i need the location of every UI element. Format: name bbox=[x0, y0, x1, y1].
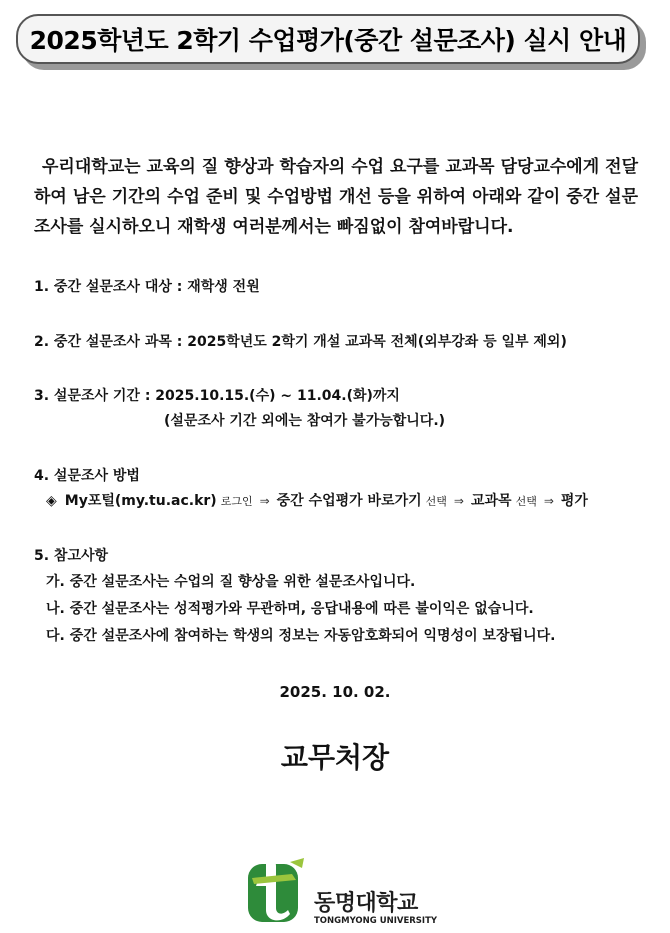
note-item: 다. 중간 설문조사에 참여하는 학생의 정보는 자동암호화되어 익명성이 보장됩니다. bbox=[46, 628, 556, 644]
login-label: 로그인 bbox=[220, 495, 253, 508]
item-subjects: 2. 중간 설문조사 과목 : 2025학년도 2학기 개설 교과목 전체(외부강좌 등 일부 제외) bbox=[34, 334, 567, 350]
intro-text: 우리대학교는 교육의 질 향상과 학습자의 수업 요구를 교과목 담당교수에게 전달하여 남은 기간의 수업 준비 및 수업방법 개선 등을 위하여 아래와 같이 중간 설문조사를 실시하오니 재학생 여러분께서는 빠짐없이 참여바랍니다. bbox=[34, 157, 638, 237]
arrow-right-icon: ⇒ bbox=[453, 494, 464, 508]
note-item: 나. 중간 설문조사는 성적평가와 무관하며, 응답내용에 따른 불이익은 없습니다. bbox=[46, 601, 534, 617]
method-steps bbox=[46, 490, 588, 510]
select-label-2: 선택 bbox=[515, 495, 537, 508]
shortcut-label: 중간 수업평가 바로가기 bbox=[276, 493, 422, 509]
select-label-1: 선택 bbox=[425, 495, 447, 508]
note-item: 가. 중간 설문조사는 수업의 질 향상을 위한 설문조사입니다. bbox=[46, 574, 416, 590]
page-title: 2025학년도 2학기 수업평가(중간 설문조사) 실시 안내 bbox=[29, 26, 627, 55]
item-target: 1. 중간 설문조사 대상 : 재학생 전원 bbox=[34, 279, 260, 295]
logo-name-english: TONGMYONG UNIVERSITY bbox=[314, 916, 438, 926]
arrow-right-icon: ⇒ bbox=[259, 494, 270, 508]
evaluate-label: 평가 bbox=[560, 493, 588, 509]
item-notes-title: 5. 참고사항 bbox=[34, 548, 109, 564]
course-label: 교과목 bbox=[470, 493, 512, 509]
intro-paragraph bbox=[34, 152, 638, 242]
university-logo bbox=[246, 856, 446, 931]
title-banner bbox=[16, 14, 640, 64]
notice-date: 2025. 10. 02. bbox=[279, 683, 391, 701]
item-method-title: 4. 설문조사 방법 bbox=[34, 468, 140, 484]
period-note: (설문조사 기간 외에는 참여가 불가능합니다.) bbox=[164, 413, 446, 429]
item-period: 3. 설문조사 기간 : 2025.10.15.(수) ~ 11.04.(화)까지 bbox=[34, 388, 400, 404]
diamond-bullet-icon: ◈ bbox=[46, 493, 57, 509]
portal-link: My포털(my.tu.ac.kr) bbox=[64, 493, 217, 509]
arrow-right-icon: ⇒ bbox=[543, 494, 554, 508]
university-emblem-icon bbox=[246, 856, 310, 926]
logo-name-korean: 동명대학교 bbox=[314, 891, 418, 916]
issuing-office: 교무처장 bbox=[280, 741, 390, 774]
